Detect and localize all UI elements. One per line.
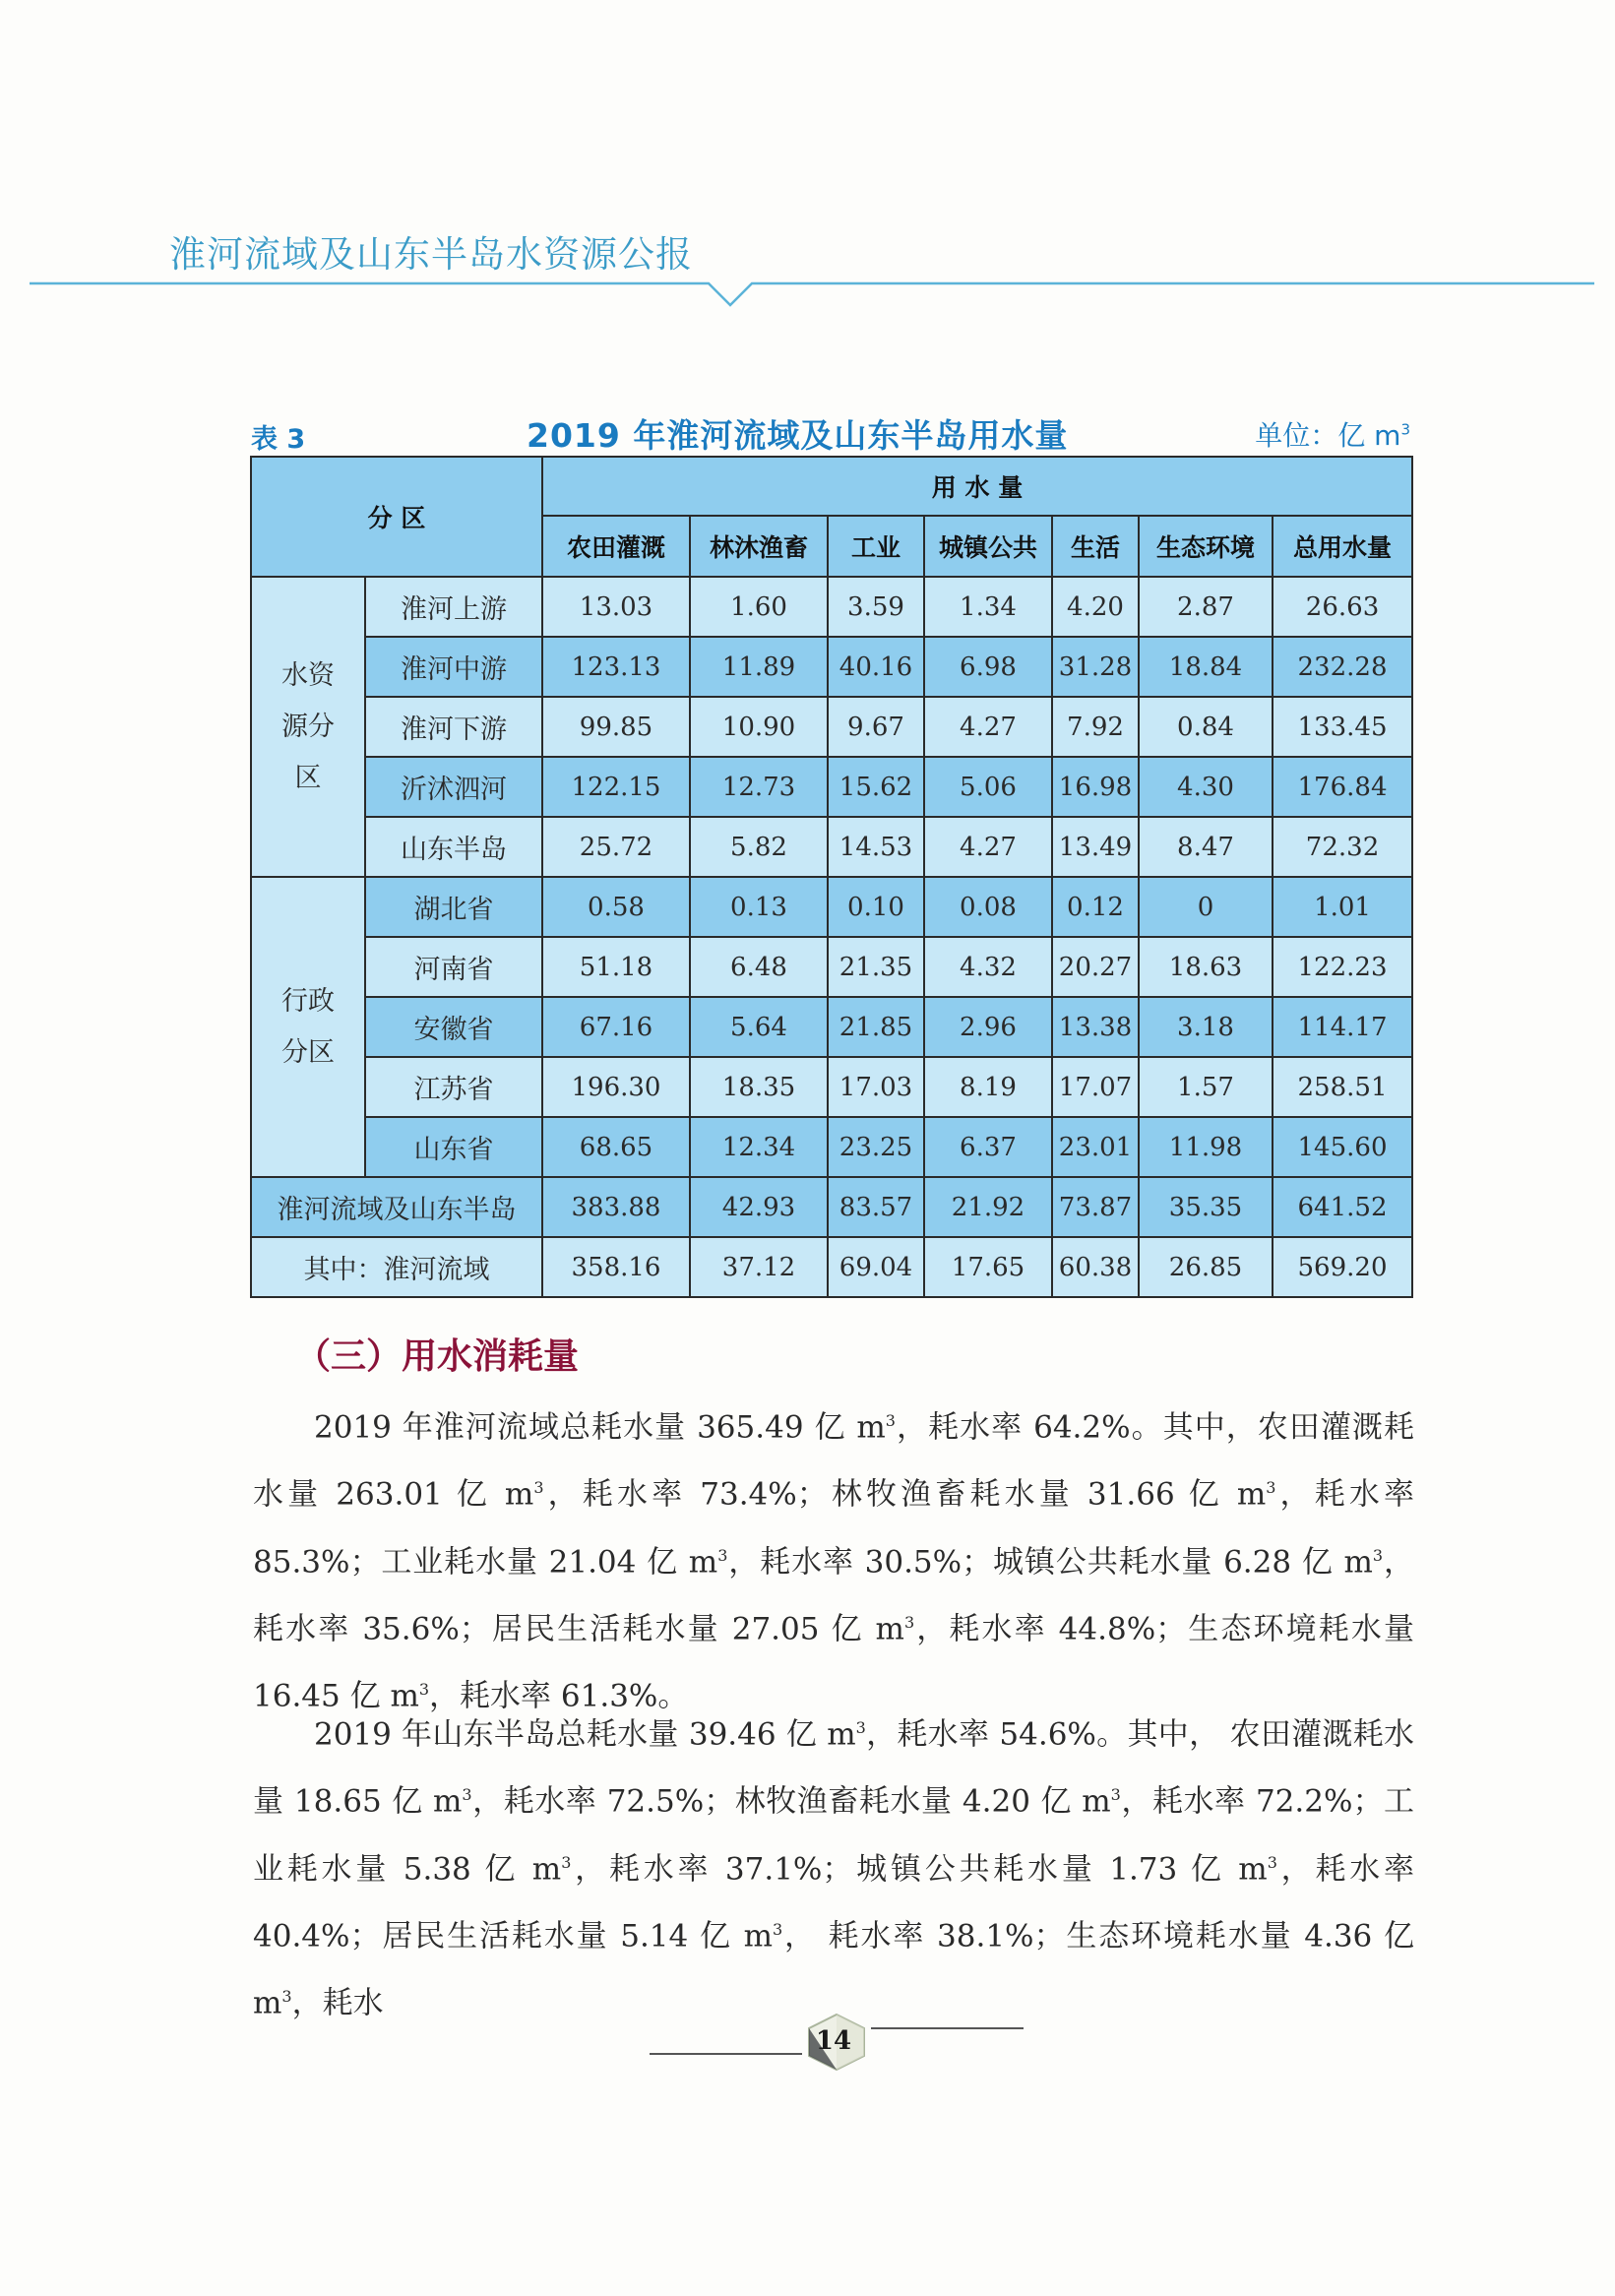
superscript: 3 [1372, 1545, 1384, 1565]
table-cell: 4.30 [1139, 757, 1273, 817]
table-cell: 0 [1139, 877, 1273, 937]
table-row [251, 817, 1412, 877]
table-cell: 8.47 [1139, 817, 1273, 877]
column-header: 城镇公共 [924, 516, 1052, 577]
table-cell: 122.15 [542, 757, 690, 817]
table-cell: 4.27 [924, 697, 1052, 757]
table-cell: 0.10 [828, 877, 924, 937]
group-header: 用 水 量 [542, 457, 1412, 516]
running-header-title: 淮河流域及山东半岛水资源公报 [169, 233, 693, 276]
table-cell: 6.37 [924, 1117, 1052, 1177]
table-cell: 12.73 [690, 757, 828, 817]
table-title: 2019 年淮河流域及山东半岛用水量 [527, 416, 1069, 455]
table-cell: 0.58 [542, 877, 690, 937]
text-run: ，耗水率 40.4%；居民生活耗水量 5.14 亿 m [253, 1850, 1414, 1955]
table-row [251, 637, 1412, 697]
superscript: 3 [717, 1545, 728, 1565]
table-cell: 67.16 [542, 997, 690, 1057]
table-cell: 68.65 [542, 1117, 690, 1177]
region-name: 淮河中游 [365, 637, 542, 697]
table-cell: 569.20 [1273, 1237, 1412, 1297]
superscript: 3 [885, 1411, 896, 1430]
table-cell: 133.45 [1273, 697, 1412, 757]
table-cell: 258.51 [1273, 1057, 1412, 1117]
table-cell: 145.60 [1273, 1117, 1412, 1177]
table-row [251, 877, 1412, 937]
table-cell: 4.27 [924, 817, 1052, 877]
region-name: 江苏省 [365, 1057, 542, 1117]
table-cell: 26.85 [1139, 1237, 1273, 1297]
column-header: 总用水量 [1273, 516, 1412, 577]
table-cell: 8.19 [924, 1057, 1052, 1117]
superscript: 3 [903, 1612, 915, 1632]
table-cell: 21.85 [828, 997, 924, 1057]
table-cell: 6.98 [924, 637, 1052, 697]
table-row [251, 757, 1412, 817]
table-cell: 5.06 [924, 757, 1052, 817]
text-run: ，耗水率 44.8%；生态环境耗水量 16.45 亿 m [253, 1611, 1414, 1714]
text-run: ，耗水率 54.6%。其中， 农田灌溉耗水量 18.65 亿 m [253, 1716, 1414, 1820]
table-cell: 11.98 [1139, 1117, 1273, 1177]
table-cell: 4.20 [1052, 577, 1139, 637]
superscript: 3 [855, 1718, 866, 1737]
group-label: 行政分区 [251, 877, 365, 1177]
superscript: 3 [561, 1852, 572, 1872]
column-header: 生态环境 [1139, 516, 1273, 577]
table-cell: 13.49 [1052, 817, 1139, 877]
table-cell: 17.07 [1052, 1057, 1139, 1117]
table-cell: 383.88 [542, 1177, 690, 1237]
table-cell: 9.67 [828, 697, 924, 757]
table-cell: 176.84 [1273, 757, 1412, 817]
corner-header: 分 区 [251, 457, 542, 577]
table-cell: 2.96 [924, 997, 1052, 1057]
table-cell: 23.25 [828, 1117, 924, 1177]
superscript: 3 [1267, 1852, 1277, 1872]
superscript: 3 [281, 1987, 292, 2007]
table-cell: 15.62 [828, 757, 924, 817]
superscript: 3 [1266, 1478, 1276, 1498]
total-row-label: 淮河流域及山东半岛 [251, 1177, 542, 1237]
superscript: 3 [462, 1785, 472, 1805]
text-run: ，耗水率 73.4%；林牧渔畜耗水量 31.66 亿 m [543, 1476, 1267, 1513]
table-cell: 5.82 [690, 817, 828, 877]
text-run: ，耗水率 30.5%；城镇公共耗水量 6.28 亿 m [727, 1543, 1373, 1580]
table-cell: 123.13 [542, 637, 690, 697]
table-cell: 4.32 [924, 937, 1052, 997]
region-name: 淮河下游 [365, 697, 542, 757]
header-rule [30, 278, 1594, 313]
table-cell: 42.93 [690, 1177, 828, 1237]
table-cell: 25.72 [542, 817, 690, 877]
table-body [251, 577, 1412, 1297]
table-row [251, 1117, 1412, 1177]
column-header: 工业 [828, 516, 924, 577]
table-row [251, 1057, 1412, 1117]
table-cell: 18.35 [690, 1057, 828, 1117]
table-cell: 35.35 [1139, 1177, 1273, 1237]
table-cell: 196.30 [542, 1057, 690, 1117]
table-cell: 18.63 [1139, 937, 1273, 997]
column-header: 生活 [1052, 516, 1139, 577]
table-cell: 10.90 [690, 697, 828, 757]
region-name: 河南省 [365, 937, 542, 997]
superscript: 3 [418, 1680, 430, 1700]
paragraph [253, 1698, 1414, 2034]
text-run: ，耗水 [291, 1985, 384, 2021]
table-row [251, 577, 1412, 637]
text-run: 2019 年淮河流域总耗水量 365.49 亿 m [314, 1409, 886, 1446]
table-cell: 51.18 [542, 937, 690, 997]
table-cell: 11.89 [690, 637, 828, 697]
table-cell: 26.63 [1273, 577, 1412, 637]
region-name: 湖北省 [365, 877, 542, 937]
text-run: 2019 年山东半岛总耗水量 39.46 亿 m [314, 1716, 856, 1753]
table-cell: 13.03 [542, 577, 690, 637]
total-row [251, 1177, 1412, 1237]
table-cell: 0.13 [690, 877, 828, 937]
table-number: 表 3 [251, 424, 306, 455]
column-header: 农田灌溉 [542, 516, 690, 577]
table-cell: 13.38 [1052, 997, 1139, 1057]
text-run: ，耗水率 35.6%；居民生活耗水量 27.05 亿 m [253, 1543, 1414, 1647]
column-header: 林沐渔畜 [690, 516, 828, 577]
text-run: ，耗水率 72.2%；工业耗水量 5.38 亿 m [253, 1783, 1414, 1887]
table-cell: 1.34 [924, 577, 1052, 637]
table-row [251, 937, 1412, 997]
text-run: ，耗水率 64.2%。其中，农田灌溉耗水量 263.01 亿 m [253, 1409, 1414, 1513]
region-name: 安徽省 [365, 997, 542, 1057]
water-use-table [250, 456, 1413, 1298]
table-cell: 73.87 [1052, 1177, 1139, 1237]
region-name: 山东半岛 [365, 817, 542, 877]
table-cell: 0.12 [1052, 877, 1139, 937]
table-cell: 0.84 [1139, 697, 1273, 757]
table-cell: 5.64 [690, 997, 828, 1057]
table-cell: 83.57 [828, 1177, 924, 1237]
table-cell: 69.04 [828, 1237, 924, 1297]
table-cell: 14.53 [828, 817, 924, 877]
table-cell: 37.12 [690, 1237, 828, 1297]
superscript: 3 [533, 1478, 544, 1498]
paragraph [253, 1391, 1414, 1727]
table-row [251, 997, 1412, 1057]
table-cell: 31.28 [1052, 637, 1139, 697]
table-cell: 60.38 [1052, 1237, 1139, 1297]
table-cell: 3.59 [828, 577, 924, 637]
text-run: ， 耗水率 38.1%；生态环境耗水量 4.36 亿 m [253, 1918, 1414, 2021]
text-run: ，耗水率 72.5%；林牧渔畜耗水量 4.20 亿 m [471, 1783, 1111, 1820]
total-row-label: 其中：淮河流域 [251, 1237, 542, 1297]
superscript: 3 [1110, 1785, 1121, 1805]
table-unit: 单位：亿 $m^3$ [1255, 419, 1410, 452]
table-cell: 21.35 [828, 937, 924, 997]
table-cell: 23.01 [1052, 1117, 1139, 1177]
table-cell: 17.65 [924, 1237, 1052, 1297]
table-cell: 20.27 [1052, 937, 1139, 997]
table-cell: 17.03 [828, 1057, 924, 1117]
table-cell: 122.23 [1273, 937, 1412, 997]
table-cell: 3.18 [1139, 997, 1273, 1057]
table-cell: 6.48 [690, 937, 828, 997]
text-run: ，耗水率 61.3%。 [429, 1678, 689, 1714]
table-cell: 2.87 [1139, 577, 1273, 637]
region-name: 淮河上游 [365, 577, 542, 637]
table-cell: 72.32 [1273, 817, 1412, 877]
table-header-row [251, 457, 1412, 516]
text-run: ，耗水率 37.1%；城镇公共耗水量 1.73 亿 m [571, 1850, 1268, 1887]
table-cell: 21.92 [924, 1177, 1052, 1237]
table-cell: 1.57 [1139, 1057, 1273, 1117]
table-cell: 7.92 [1052, 697, 1139, 757]
table-cell: 1.01 [1273, 877, 1412, 937]
table-cell: 232.28 [1273, 637, 1412, 697]
table-cell: 40.16 [828, 637, 924, 697]
section-heading: （三）用水消耗量 [295, 1336, 580, 1377]
table-cell: 16.98 [1052, 757, 1139, 817]
total-row [251, 1237, 1412, 1297]
superscript: 3 [772, 1919, 783, 1939]
table-row [251, 697, 1412, 757]
region-name: 山东省 [365, 1117, 542, 1177]
page-number: 14 [815, 2026, 852, 2056]
table-cell: 99.85 [542, 697, 690, 757]
group-label: 水资源分区 [251, 577, 365, 877]
region-name: 沂沭泗河 [365, 757, 542, 817]
table-cell: 114.17 [1273, 997, 1412, 1057]
table-cell: 18.84 [1139, 637, 1273, 697]
table-cell: 641.52 [1273, 1177, 1412, 1237]
table-cell: 358.16 [542, 1237, 690, 1297]
text-run: ，耗水率 85.3%；工业耗水量 21.04 亿 m [253, 1476, 1414, 1580]
table-cell: 0.08 [924, 877, 1052, 937]
table-cell: 12.34 [690, 1117, 828, 1177]
table-cell: 1.60 [690, 577, 828, 637]
